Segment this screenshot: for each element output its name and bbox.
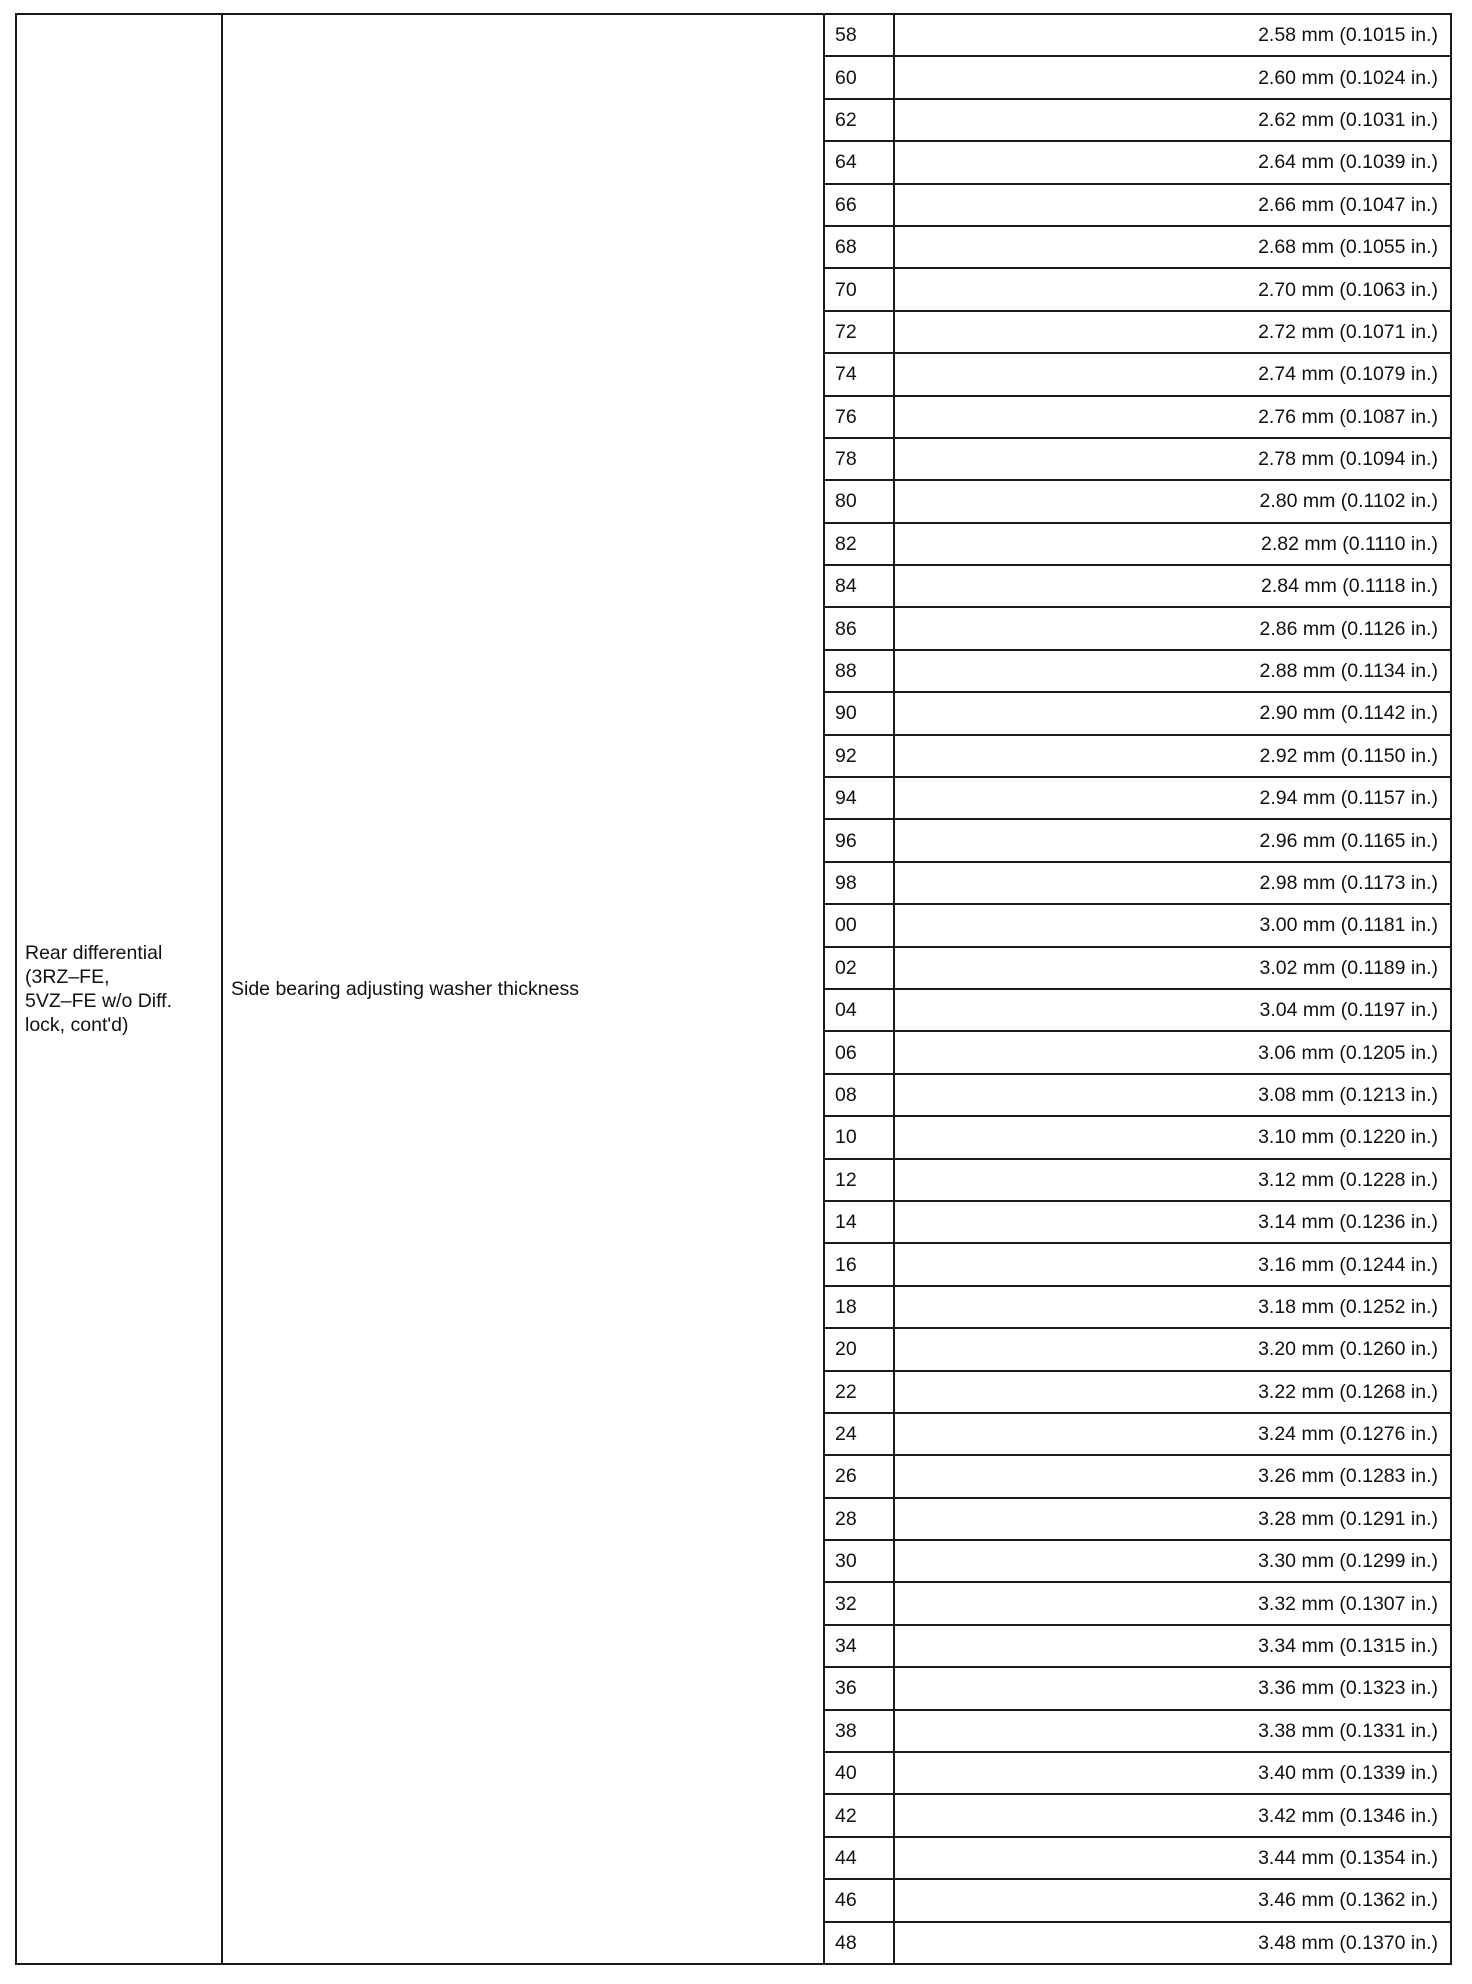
mark-cell: 98 (824, 862, 894, 904)
thickness-cell: 3.20 mm (0.1260 in.) (894, 1328, 1451, 1370)
thickness-cell: 2.76 mm (0.1087 in.) (894, 396, 1451, 438)
mark-cell: 26 (824, 1455, 894, 1497)
thickness-cell: 2.72 mm (0.1071 in.) (894, 311, 1451, 353)
mark-cell: 86 (824, 607, 894, 649)
thickness-cell: 2.80 mm (0.1102 in.) (894, 480, 1451, 522)
thickness-cell: 3.14 mm (0.1236 in.) (894, 1201, 1451, 1243)
thickness-cell: 3.32 mm (0.1307 in.) (894, 1582, 1451, 1624)
thickness-cell: 3.06 mm (0.1205 in.) (894, 1031, 1451, 1073)
mark-cell: 00 (824, 904, 894, 946)
mark-cell: 18 (824, 1286, 894, 1328)
mark-cell: 78 (824, 438, 894, 480)
mark-cell: 08 (824, 1074, 894, 1116)
mark-cell: 20 (824, 1328, 894, 1370)
thickness-cell: 3.04 mm (0.1197 in.) (894, 989, 1451, 1031)
item-cell: Side bearing adjusting washer thickness (222, 14, 824, 1964)
thickness-cell: 3.44 mm (0.1354 in.) (894, 1837, 1451, 1879)
mark-cell: 14 (824, 1201, 894, 1243)
thickness-cell: 3.18 mm (0.1252 in.) (894, 1286, 1451, 1328)
mark-cell: 16 (824, 1243, 894, 1285)
mark-cell: 24 (824, 1413, 894, 1455)
mark-cell: 10 (824, 1116, 894, 1158)
mark-cell: 06 (824, 1031, 894, 1073)
thickness-cell: 3.38 mm (0.1331 in.) (894, 1710, 1451, 1752)
thickness-cell: 2.70 mm (0.1063 in.) (894, 268, 1451, 310)
thickness-cell: 3.08 mm (0.1213 in.) (894, 1074, 1451, 1116)
mark-cell: 90 (824, 692, 894, 734)
mark-cell: 80 (824, 480, 894, 522)
mark-cell: 62 (824, 99, 894, 141)
mark-cell: 68 (824, 226, 894, 268)
thickness-cell: 3.24 mm (0.1276 in.) (894, 1413, 1451, 1455)
thickness-cell: 2.92 mm (0.1150 in.) (894, 735, 1451, 777)
thickness-cell: 2.60 mm (0.1024 in.) (894, 56, 1451, 98)
mark-cell: 40 (824, 1752, 894, 1794)
thickness-cell: 2.64 mm (0.1039 in.) (894, 141, 1451, 183)
thickness-cell: 3.12 mm (0.1228 in.) (894, 1159, 1451, 1201)
thickness-cell: 2.88 mm (0.1134 in.) (894, 650, 1451, 692)
mark-cell: 46 (824, 1879, 894, 1921)
mark-cell: 60 (824, 56, 894, 98)
system-line: 5VZ–FE w/o Diff. (25, 989, 173, 1012)
system-line: Rear differential (25, 941, 163, 964)
mark-cell: 58 (824, 14, 894, 56)
mark-cell: 64 (824, 141, 894, 183)
thickness-cell: 2.74 mm (0.1079 in.) (894, 353, 1451, 395)
mark-cell: 96 (824, 819, 894, 861)
thickness-cell: 2.58 mm (0.1015 in.) (894, 14, 1451, 56)
table-row (16, 14, 1451, 56)
thickness-cell: 3.30 mm (0.1299 in.) (894, 1540, 1451, 1582)
thickness-cell: 2.84 mm (0.1118 in.) (894, 565, 1451, 607)
spec-table (15, 13, 1452, 1965)
spec-table-body (16, 14, 1451, 1964)
thickness-cell: 2.90 mm (0.1142 in.) (894, 692, 1451, 734)
mark-cell: 66 (824, 184, 894, 226)
thickness-cell: 2.62 mm (0.1031 in.) (894, 99, 1451, 141)
mark-cell: 88 (824, 650, 894, 692)
thickness-cell: 3.26 mm (0.1283 in.) (894, 1455, 1451, 1497)
mark-cell: 48 (824, 1922, 894, 1964)
thickness-cell: 3.28 mm (0.1291 in.) (894, 1498, 1451, 1540)
thickness-cell: 2.96 mm (0.1165 in.) (894, 819, 1451, 861)
mark-cell: 30 (824, 1540, 894, 1582)
system-line: (3RZ–FE, (25, 965, 110, 988)
mark-cell: 04 (824, 989, 894, 1031)
thickness-cell: 3.16 mm (0.1244 in.) (894, 1243, 1451, 1285)
thickness-cell: 2.66 mm (0.1047 in.) (894, 184, 1451, 226)
thickness-cell: 3.00 mm (0.1181 in.) (894, 904, 1451, 946)
system-cell (16, 14, 222, 1964)
thickness-cell: 2.68 mm (0.1055 in.) (894, 226, 1451, 268)
thickness-cell: 3.42 mm (0.1346 in.) (894, 1794, 1451, 1836)
thickness-cell: 3.36 mm (0.1323 in.) (894, 1667, 1451, 1709)
mark-cell: 42 (824, 1794, 894, 1836)
mark-cell: 70 (824, 268, 894, 310)
mark-cell: 34 (824, 1625, 894, 1667)
mark-cell: 76 (824, 396, 894, 438)
mark-cell: 72 (824, 311, 894, 353)
thickness-cell: 2.94 mm (0.1157 in.) (894, 777, 1451, 819)
mark-cell: 82 (824, 523, 894, 565)
thickness-cell: 2.98 mm (0.1173 in.) (894, 862, 1451, 904)
mark-cell: 44 (824, 1837, 894, 1879)
thickness-cell: 3.46 mm (0.1362 in.) (894, 1879, 1451, 1921)
mark-cell: 22 (824, 1371, 894, 1413)
mark-cell: 12 (824, 1159, 894, 1201)
mark-cell: 94 (824, 777, 894, 819)
thickness-cell: 3.10 mm (0.1220 in.) (894, 1116, 1451, 1158)
mark-cell: 32 (824, 1582, 894, 1624)
thickness-cell: 3.02 mm (0.1189 in.) (894, 947, 1451, 989)
thickness-cell: 3.40 mm (0.1339 in.) (894, 1752, 1451, 1794)
thickness-cell: 3.22 mm (0.1268 in.) (894, 1371, 1451, 1413)
thickness-cell: 3.34 mm (0.1315 in.) (894, 1625, 1451, 1667)
mark-cell: 28 (824, 1498, 894, 1540)
mark-cell: 84 (824, 565, 894, 607)
mark-cell: 38 (824, 1710, 894, 1752)
system-line: lock, cont'd) (25, 1013, 129, 1036)
thickness-cell: 2.78 mm (0.1094 in.) (894, 438, 1451, 480)
thickness-cell: 2.82 mm (0.1110 in.) (894, 523, 1451, 565)
mark-cell: 36 (824, 1667, 894, 1709)
thickness-cell: 2.86 mm (0.1126 in.) (894, 607, 1451, 649)
thickness-cell: 3.48 mm (0.1370 in.) (894, 1922, 1451, 1964)
mark-cell: 74 (824, 353, 894, 395)
mark-cell: 92 (824, 735, 894, 777)
mark-cell: 02 (824, 947, 894, 989)
